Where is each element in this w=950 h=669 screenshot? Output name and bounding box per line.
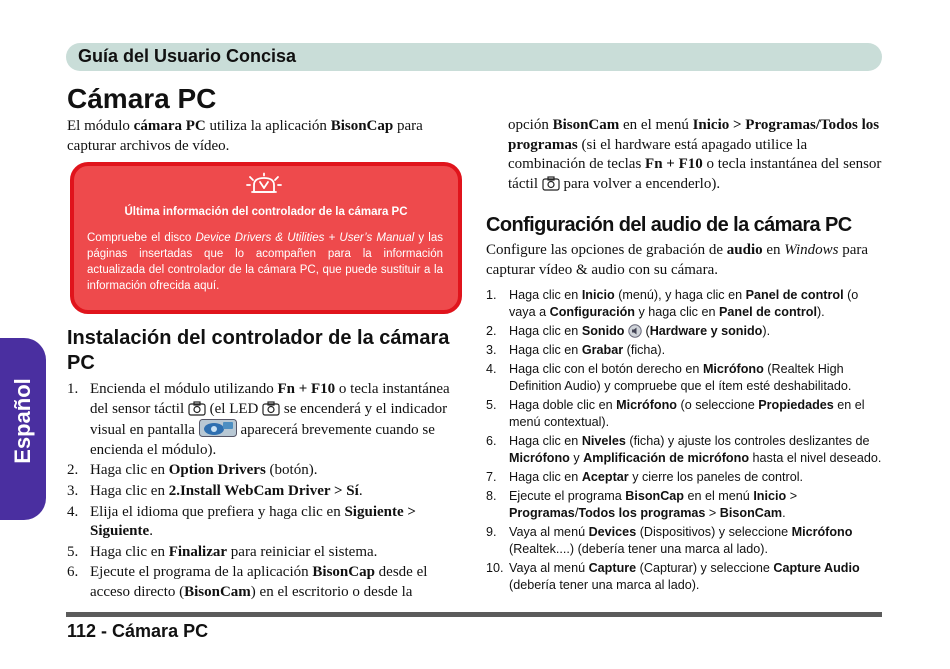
note-text: Compruebe el disco Device Drivers & Utilities + User’s Manual y las páginas insertadas que lo acompañen para la información actualizada del controlador de la cámara PC, que puede sustituir a la información ofrecida aquí. — [87, 232, 443, 292]
list-item: 5. Haga clic en Finalizar para reiniciar el sistema. — [67, 543, 378, 560]
language-tab-label: Español — [10, 378, 35, 464]
list-item: 3. Haga clic en 2.Install WebCam Driver > Sí. — [67, 482, 363, 499]
notepad-alert-icon — [246, 172, 282, 200]
camera-led-icon — [262, 401, 280, 416]
camera-osd-icon — [199, 419, 237, 437]
note-title: Última información del controlador de la cámara PC — [124, 206, 408, 218]
audio-steps-list — [486, 287, 886, 596]
list-item: 3. Haga clic en Grabar (ficha). — [486, 343, 666, 357]
intro-paragraph: El módulo cámara PC utiliza la aplicación BisonCap para capturar archivos de vídeo. — [67, 118, 423, 154]
list-item: 1. Encienda el módulo utilizando Fn + F10 o tecla instantánea del sensor táctil (el LED se encenderá y el indicador visual en pantalla aparecerá brevemente cuando se encienda el módulo). — [67, 381, 450, 458]
list-item: 5. Haga doble clic en Micrófono (o seleccione Propiedades en el menú contextual). — [486, 398, 865, 429]
audio-intro: Configure las opciones de grabación de audio en Windows para capturar vídeo & audio con su cámara. — [486, 242, 869, 278]
camera-icon — [542, 176, 560, 191]
list-item: 2. Haga clic en Option Drivers (botón). — [67, 462, 318, 479]
list-item: 4. Haga clic con el botón derecho en Micrófono (Realtek High Definition Audio) y compruebe que el ítem esté deshabilitado. — [486, 362, 852, 393]
list-item: 1. Haga clic en Inicio (menú), y haga clic en Panel de control (o vaya a Configuración y haga clic en Panel de control). — [486, 288, 859, 319]
footer-rule — [66, 612, 882, 617]
list-item: 6. Haga clic en Niveles (ficha) y ajuste los controles deslizantes de Micrófono y Amplificación de micrófono hasta el nivel deseado. — [486, 434, 882, 465]
list-item: 6. Ejecute el programa de la aplicación BisonCap desde el acceso directo (BisonCam) en el escritorio o desde la — [67, 564, 428, 600]
header-title: Guía del Usuario Concisa — [78, 46, 297, 66]
step-continuation: opción BisonCam en el menú Inicio > Programas/Todos los programas (si el hardware está apagado utilice la combinación de teclas Fn + F10 o tecla instantánea del sensor táctil para volver a encenderlo). — [508, 117, 882, 192]
list-item: 7. Haga clic en Aceptar y cierre los paneles de control. — [486, 470, 804, 484]
list-item: 9. Vaya al menú Devices (Dispositivos) y seleccione Micrófono (Realtek....) (debería tener una marca al lado). — [486, 525, 853, 556]
audio-heading: Configuración del audio de la cámara PC — [486, 214, 852, 236]
install-heading: Instalación del controlador de la cámara PC — [67, 327, 450, 374]
list-item: 8. Ejecute el programa BisonCap en el menú Inicio > Programas/Todos los programas > BisonCam. — [486, 489, 798, 520]
speaker-icon — [628, 324, 642, 338]
footer-page-label: 112 - Cámara PC — [67, 621, 209, 641]
list-item: 4. Elija el idioma que prefiera y haga clic en Siguiente > Siguiente. — [67, 503, 416, 540]
list-item: 10. Vaya al menú Capture (Capturar) y seleccione Capture Audio (debería tener una marca al lado). — [486, 561, 860, 592]
list-item: 2. Haga clic en Sonido (Hardware y sonido). — [486, 324, 771, 338]
install-steps-list — [67, 380, 467, 604]
camera-icon — [188, 401, 206, 416]
page-title: Cámara PC — [67, 83, 217, 114]
